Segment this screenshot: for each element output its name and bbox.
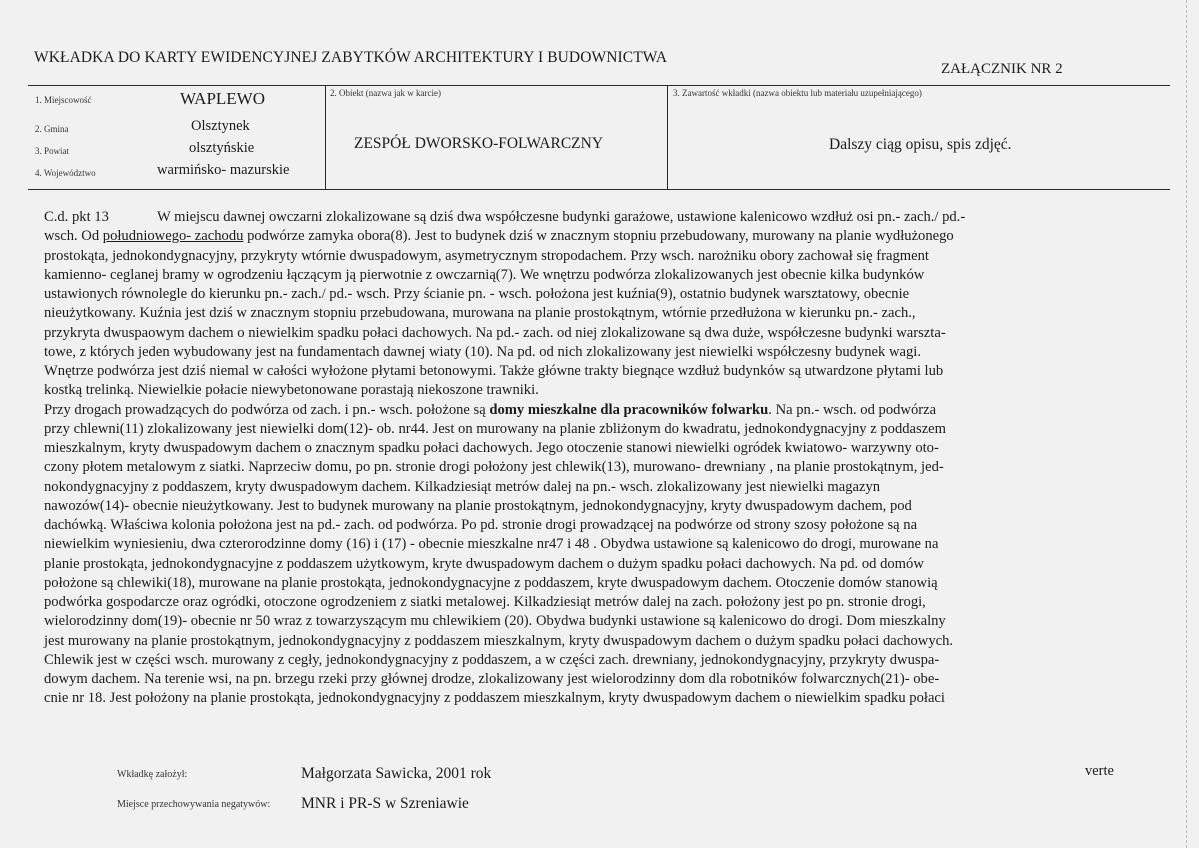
text-line: położone są chlewiki(18), murowane na planie prostokąta, jednokondygnacyjne z poddaszem, kryte dwuspadowym dachem. Otoczenie domów stanowią xyxy=(44,574,938,591)
content-label: 3. Zawartość wkładki (nazwa obiektu lub materiału uzupełniającego) xyxy=(673,88,922,98)
locality-value: WAPLEWO xyxy=(180,89,265,108)
commune-label: 2. Gmina xyxy=(35,124,69,134)
text-line: dachówką. Właściwa kolonia położona jest na pd.- zach. od podwórza. Po pd. stronie drogi prowadzącej na podwórze od strony szosy położone są na xyxy=(44,517,918,533)
author-value: Małgorzata Sawicka, 2001 rok xyxy=(301,765,492,782)
text-line: cnie nr 18. Jest położony na planie prostokąta, jednokondygnacyjny z poddaszem mieszkalnym, kryty dwuspadowym dachem o niewielkim spadku połaci xyxy=(44,690,945,707)
text-line: czony płotem metalowym z siatki. Naprzeciw domu, po pn. stronie drogi położony jest chlewik(13), murowano- drewniany , na planie prostokątnym, jed- xyxy=(44,459,944,476)
underlined-direction: południowego- zachodu xyxy=(102,228,244,245)
text-line: jest murowany na planie prostokątnym, jednokondygnacyjny z poddaszem mieszkalnym, kryty dwuspadowym dachem o dużym spadku połaci dachowych. xyxy=(44,632,954,649)
text-line xyxy=(44,208,1134,227)
locality-label: 1. Miejscowość xyxy=(35,95,92,105)
text-line: kamienno- ceglanej bramy w ogrodzeniu łączącym ją pierwotnie z owczarnią(7). We wnętrzu podwórza zlokalizowanych jest obecnie kilka budynków xyxy=(44,266,925,283)
voivodeship-label: 4. Województwo xyxy=(35,168,96,178)
text-line: kostką trelinką. Niewielkie połacie niewybetonowane porastają niekoszone trawniki. xyxy=(44,382,539,399)
storage-label: Miejsce przechowywania negatywów: xyxy=(117,799,271,810)
district-label: 3. Powiat xyxy=(35,146,70,156)
object-label: 2. Obiekt (nazwa jak w karcie) xyxy=(330,88,441,98)
annex-number: ZAŁĄCZNIK NR 2 xyxy=(941,61,1063,77)
text-segment: Przy drogach prowadzących do podwórza od zach. i pn.- wsch. położone są xyxy=(44,401,490,418)
text-line: dowym dachem. Na terenie wsi, na pn. brzegu rzeki przy głównej drodze, zlokalizowany jest wielorodzinny dom dla robotników folwarcznych(21)- obe- xyxy=(44,671,940,687)
text-line: przykryta dwuspaowym dachem o niewielkim spadku połaci dachowych. Na pd.- zach. od niej zlokalizowane są dwa duże, współczesne budynki warszta- xyxy=(44,324,946,341)
storage-value: MNR i PR-S w Szreniawie xyxy=(301,795,469,812)
author-label: Wkładkę założył: xyxy=(117,769,188,780)
content-value: Dalszy ciąg opisu, spis zdjęć. xyxy=(829,136,1012,153)
text-line: wielorodzinny dom(19)- obecnie nr 50 wraz z towarzyszącym mu chlewikiem (20). Obydwa budynki ustawione są kalenicowo do drogi. Dom mieszkalny xyxy=(44,613,946,630)
object-value: ZESPÓŁ DWORSKO-FOLWARCZNY xyxy=(354,135,604,152)
text-line: Chlewik jest w części wsch. murowany z cegły, jednokondygnacyjny z poddaszem, a w części zach. drewniany, jednokondygnacyjny, przykryty dwuspa- xyxy=(44,651,940,668)
text-line: nieużytkowany. Kuźnia jest dziś w znacznym stopniu przebudowana, murowana na planie prostokątnym, wtórnie przedłużona w kierunku pn.- zach., xyxy=(44,305,916,322)
description-text xyxy=(44,208,1134,709)
section-ref: C.d. pkt 13 xyxy=(44,209,109,225)
text-line xyxy=(44,401,1134,420)
text-line: Wnętrze podwórza jest dziś niemal w całości wyłożone płytami betonowymi. Także główne trakty biegnące wzdłuż budynków są utwardzone płytami lub xyxy=(44,363,944,379)
document-title: WKŁADKA DO KARTY EWIDENCYJNEJ ZABYTKÓW ARCHITEKTURY I BUDOWNICTWA xyxy=(34,49,668,66)
text-segment: wsch. Od xyxy=(44,228,103,245)
district-value: olsztyńskie xyxy=(189,140,255,156)
text-line xyxy=(44,227,1134,246)
text-segment: W miejscu dawnej owczarni zlokalizowane są dziś dwa współczesne budynki garażowe, ustawione kalenicowo wzdłuż osi pn.- zach./ pd.- xyxy=(157,209,966,225)
text-segment: . Na pn.- wsch. od podwórza xyxy=(768,401,937,418)
text-line: nokondygnacyjny z poddaszem, kryty dwuspadowym dachem. Kilkadziesiąt metrów dalej na pn.- wsch. zlokalizowany jest niewielki magazyn xyxy=(44,478,881,495)
text-line: nawozów(14)- obecnie nieużytkowany. Jest to budynek murowany na planie prostokątnym, jednokondygnacyjny, kryty dwuspadowym dachem, pod xyxy=(44,497,912,514)
form-bottom-border xyxy=(28,189,1170,190)
text-line: prostokąta, jednokondygnacyjny, przykryty wtórnie dwuspadowym, asymetrycznym stropodachem. Przy wsch. narożniku obory zachował się fragment xyxy=(44,247,929,264)
commune-value: Olsztynek xyxy=(191,118,250,134)
text-line: ustawionych równolegle do kierunku pn.- zach./ pd.- wsch. Przy ścianie pn. - wsch. położona jest kuźnia(9), ostatnio budynek warsztatowy, obecnie xyxy=(44,286,910,302)
form-top-border xyxy=(28,85,1170,86)
form-divider-2 xyxy=(667,85,668,189)
voivodeship-value: warmińsko- mazurskie xyxy=(157,162,290,178)
verte-note: verte xyxy=(1085,763,1114,779)
text-line: mieszkalnym, kryty dwuspadowym dachem o znacznym spadku połaci dachowych. Jego otoczenie stanowi niewielki ogródek kwiatowo- warzywny oto- xyxy=(44,440,939,456)
bold-heading: domy mieszkalne dla pracowników folwarku xyxy=(489,401,769,418)
form-divider-1 xyxy=(325,85,326,189)
text-line: towe, z których jeden wybudowany jest na fundamentach dawnej wiaty (10). Na pd. od nich zlokalizowany jest niewielki współczesny budynek wagi. xyxy=(44,343,922,360)
page-edge xyxy=(1186,0,1188,848)
text-segment: podwórze zamyka obora(8). Jest to budynek dziś w znacznym stopniu przebudowany, murowany na planie wydłużonego xyxy=(243,228,954,245)
text-line: niewielkim wyniesieniu, dwa czterorodzinne domy (16) i (17) - obecnie mieszkalne nr47 i 48 . Obydwa ustawione są kalenicowo do drogi, murowane na xyxy=(44,536,939,553)
text-line: podwórka gospodarcze oraz ogródki, otoczone ogrodzeniem z siatki metalowej. Kilkadziesiąt metrów dalej na zach. położony jest po pn. stronie drogi, xyxy=(44,594,926,610)
text-line: przy chlewni(11) zlokalizowany jest niewielki dom(12)- ob. nr44. Jest on murowany na planie zbliżonym do kwadratu, jednokondygnacyjny z poddaszem xyxy=(44,420,947,437)
text-line: planie prostokąta, jednokondygnacyjne z poddaszem użytkowym, kryte dwuspadowym dachem o dużym spadku połaci dachowych. Na pd. od domów xyxy=(44,555,924,572)
